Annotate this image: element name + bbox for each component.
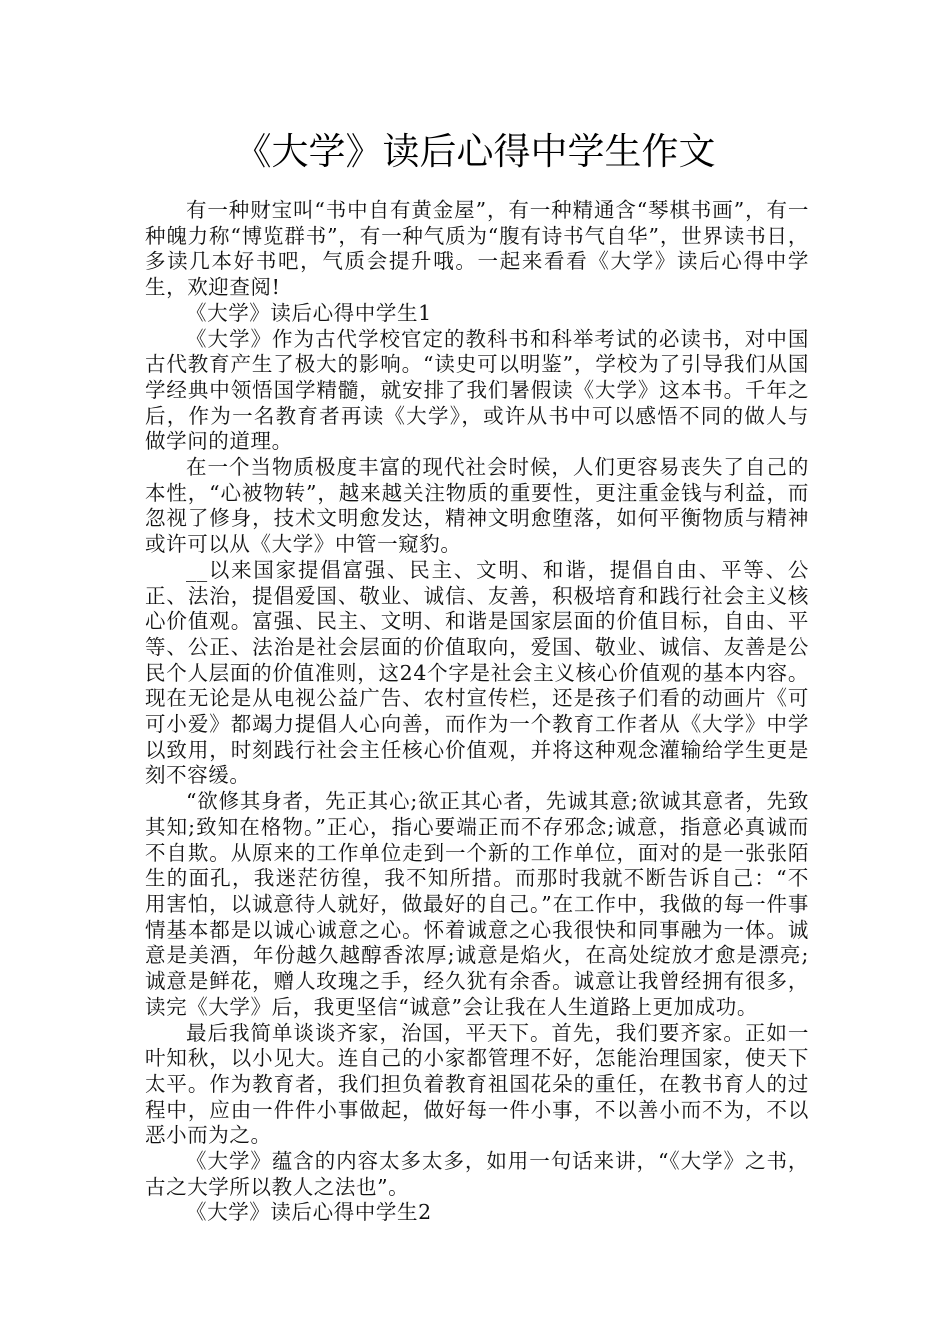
body-paragraph: __以来国家提倡富强、民主、文明、和谐，提倡自由、平等、公正、法治，提倡爱国、敬业、诚信、友善，积极培育和践行社会主义核心价值观。富强、民主、文明、和谐是国家层面的价值目标，自由、平等、公正、法治是社会层面的价值取向，爱国、敬业、诚信、友善是公民个人层面的价值准则，这24个字是社会主义核心价值观的基本内容。现在无论是从电视公益广告、农村宣传栏，还是孩子们看的动画片《可可小爱》都竭力提倡人心向善，而作为一个教育工作者从《大学》中学以致用，时刻践行社会主任核心价值观，并将这种观念灌输给学生更是刻不容缓。: [145, 557, 809, 788]
body-paragraph: 《大学》蕴含的内容太多太多，如用一句话来讲，“《大学》之书，古之大学所以教人之法也”。: [145, 1149, 809, 1199]
intro-paragraph: 有一种财宝叫“书中自有黄金屋”，有一种精通含“琴棋书画”，有一种魄力称“博览群书”，有一种气质为“腹有诗书气自华”，世界读书日，多读几本好书吧，气质会提升哦。一起来看看《大学》读后心得中学生，欢迎查阅!: [145, 198, 809, 300]
section-heading-1: 《大学》读后心得中学生1: [186, 300, 432, 325]
body-paragraph: 在一个当物质极度丰富的现代社会时候，人们更容易丧失了自己的本性，“心被物转”，越来越关注物质的重要性，更注重金钱与利益，而忽视了修身，技术文明愈发达，精神文明愈堕落，如何平衡物质与精神或许可以从《大学》中管一窥豹。: [145, 455, 809, 557]
body-paragraph: “欲修其身者，先正其心;欲正其心者，先诚其意;欲诚其意者，先致其知;致知在格物。”正心，指心要端正而不存邪念;诚意，指意必真诚而不自欺。从原来的工作单位走到一个新的工作单位，面对的是一张张陌生的面孔，我迷茫彷徨，我不知所措。而那时我就不断告诉自己：“不用害怕，以诚意待人就好，做最好的自己。”在工作中，我做的每一件事情基本都是以诚心诚意之心。怀着诚意之心我很快和同事融为一体。诚意是美酒，年份越久越醇香浓厚;诚意是焰火，在高处绽放才愈是漂亮;诚意是鲜花，赠人玫瑰之手，经久犹有余香。诚意让我曾经拥有很多，读完《大学》后，我更坚信“诚意”会让我在人生道路上更加成功。: [145, 789, 809, 1019]
section-heading-2: 《大学》读后心得中学生2: [186, 1200, 432, 1225]
body-paragraph: 最后我简单谈谈齐家，治国，平天下。首先，我们要齐家。正如一叶知秋，以小见大。连自己的小家都管理不好，怎能治理国家，使天下太平。作为教育者，我们担负着教育祖国花朵的重任，在教书育人的过程中，应由一件件小事做起，做好每一件小事，不以善小而不为，不以恶小而为之。: [145, 1020, 809, 1148]
document-body: [145, 198, 809, 1226]
body-paragraph: 《大学》作为古代学校官定的教科书和科举考试的必读书，对中国古代教育产生了极大的影响。“读史可以明鉴”，学校为了引导我们从国学经典中领悟国学精髓，就安排了我们暑假读《大学》这本书。千年之后，作为一名教育者再读《大学》，或许从书中可以感悟不同的做人与做学问的道理。: [145, 326, 809, 454]
document-title: 《大学》读后心得中学生作文: [234, 130, 716, 173]
